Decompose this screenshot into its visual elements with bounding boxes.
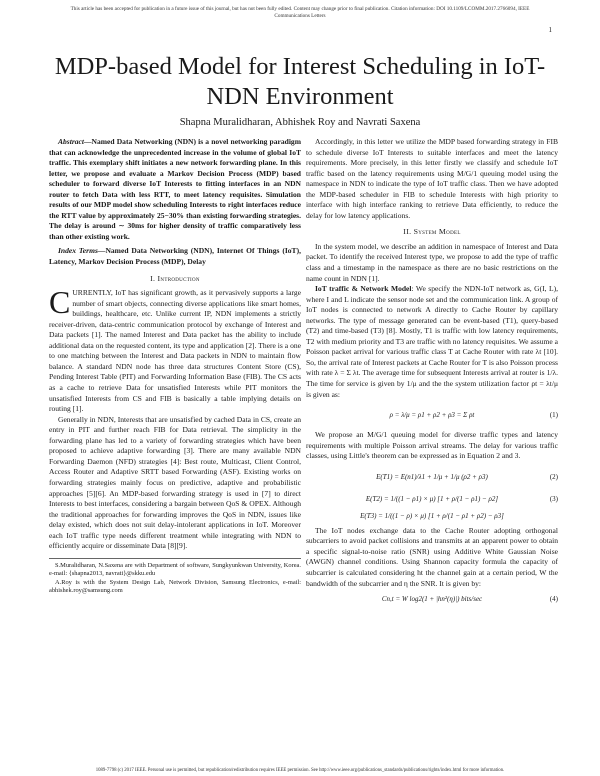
body-paragraph-4: We propose an M/G/1 queuing model for diverse traffic types and latency requirements with multiple Poisson arrival streams. The delay for various traffic classes, using Little's theorem can be expressed as in Equation 2 and 3. bbox=[306, 430, 558, 461]
equation-4: Cn,t = W log2(1 + |hn²(η)|) bits/sec (4) bbox=[381, 595, 558, 604]
right-column bbox=[306, 137, 558, 609]
intro-paragraph-1: CURRENTLY, IoT has significant growth, as it pervasively supports a large number of smart objects, connecting diverse applications like smart homes, buildings, healthcare, etc. Unlike current IP, NDN implements a strictly receiver-driven, data-centric communication protocol by exchange of Interest and Data packets [1]. The named Interest and Data packet has the ability to include additional data on the requested content, its type and application [2]. There is a one to one matching between the Interest and Data packets in NDN to maintain flow balance. A standard NDN node has three data structures Content Store (CS), Pending Interest Table (PIT) and Forwarding Information Base (FIB). The CS acts as a cache to retrieve Data for unsatisfied Interests while PIT monitors the unsatisfied Interests from CS and FIB is basically a table implying details on routing [1]. bbox=[49, 284, 301, 414]
body-paragraph-1: Accordingly, in this letter we utilize the MDP based forwarding strategy in FIB to schedule diverse IoT Interests to suitable interfaces and meet the latency requirements. More precisely, in this letter firstly we classify and schedule IoT traffic based on the latency requirements using M/G/1 queuing model using the namespace in NDN to indicate the type of IoT traffic class. Then we have adopted the MDP-based scheduler in FIB to schedule Interests with high priority to interface with high interface ranking to retrieve Data efficiently, to reduce the delay for low latency applications. bbox=[306, 137, 558, 220]
body-paragraph-3: IoT traffic & Network Model: We specify the NDN-IoT network as, G(I, L), where I and L indicate the sensor node set and the communication link. A group of IoT nodes is connected to network A directly to Cache Router by capillary networks. The type of message generated can be event-based (T1), query-based (T2) and time-based (T3) [8]. Mostly, T1 is traffic with low latency requirements, T2 with medium priority and T3 are traffic with no latency requisites. We assume a Poisson packet arrival for various traffic class T at Cache Router with rate λt [10]. So, the arrival rate of Interest packets at Cache Router for T is also Poisson process with rate λ = Σ λt. The average time for subsequent Interests arrival at router is 1/λ. The time for service is given by 1/μ and the the system utilization factor ρt = λt/μ is given as: bbox=[306, 284, 558, 399]
drop-cap: C bbox=[49, 284, 71, 321]
equation-1: ρ = λ/μ = ρ1 + ρ2 + ρ3 = Σ ρt (1) bbox=[389, 411, 558, 420]
copyright-notice: 1089-7798 (c) 2017 IEEE. Personal use is permitted, but republication/redistribution requires IEEE permission. See http://www.ieee.org/publications_standards/publications/rights/index.html for more information. bbox=[95, 768, 505, 773]
paper-authors: Shapna Muralidharan, Abhishek Roy and Navrati Saxena bbox=[179, 117, 421, 128]
footnote-1: S.Muralidharan, N.Saxena are with Department of software, Sungkyunkwan University, Korea. e-mail: {shapna2013, navrati}@skku.edu bbox=[49, 561, 301, 578]
equation-3: E(T2) = 1/((1 − ρ1) × μ) [1 + ρ/(1 − ρ1) − ρ2] (3) E(T3) = 1/((1 − ρ) × μ) [1 + ρ/(1 − ρ1 + ρ2) − ρ3] bbox=[360, 494, 558, 520]
index-terms: Index Terms—Named Data Networking (NDN), Internet Of Things (IoT), Latency, Markov Decision Process (MDP), Delay bbox=[49, 246, 301, 267]
section-heading-introduction: I. Introduction bbox=[150, 273, 200, 283]
paper-title: MDP-based Model for Interest Scheduling in IoT-NDN Environment bbox=[54, 53, 546, 110]
paragraph-run-in-head: IoT traffic & Network Model bbox=[315, 284, 412, 294]
footnote-2: A.Roy is with the System Design Lab, Network Division, Samsung Electronics, e-mail: abhishek.roy@samsung.com bbox=[49, 578, 301, 594]
publication-notice: This article has been accepted for publication in a future issue of this journal, but has not been fully edited. Content may change prior to final publication. Citation information: DOI 10.1109/LCOMM.2017.2766094, IEEE Communications Letters bbox=[70, 6, 530, 19]
body-paragraph-2: In the system model, we describe an addition in namespace of Interest and Data packet. To identify the received Interest type, we propose to add the type of traffic class and a timestamp in the namespace as there are no basic restrictions on the name count in NDN [1]. bbox=[306, 241, 558, 283]
left-column bbox=[49, 137, 301, 595]
equation-2: E(T1) = E(n1)/λ1 + 1/μ + 1/μ (ρ2 + ρ3) (2) bbox=[376, 472, 558, 481]
author-footnotes bbox=[49, 558, 301, 596]
body-paragraph-5: The IoT nodes exchange data to the Cache Router adopting orthogonal subcarriers to avoid packet collisions and transmits at an apparent power to obtain a specific signal-to-noise ratio (SNR) using Additive White Gaussian Noise (AWGN) channel conditions. Using Shannon capacity formula the capacity of subcarrier is calculated considering ht the channel gain at a certain period, W the bandwidth of the subcarrier and η the SNR. It is given by: bbox=[306, 525, 558, 588]
abstract: Abstract—Named Data Networking (NDN) is a novel networking paradigm that can acknowledge the unprecedented increase in the volume of global IoT traffic. This exemplary shift initiates a new network forwarding plane. In this letter, we propose and evaluate a Markov Decision Process (MDP) based scheduler to forward diverse IoT Interests to fitting interfaces in an NDN router to fetch Data with less RTT, to meet latency requisites. Simulation results of our MDP model show scheduling Interests to right interfaces reduce the RTT value by approximately 25−30% than existing forwarding strategies. The delay is around ∼ 30ms for higher density of traffic comparatively less than other existing work. bbox=[49, 137, 301, 241]
page-number: 1 bbox=[548, 26, 552, 34]
section-heading-system-model: II. System Model bbox=[403, 227, 461, 237]
intro-paragraph-2: Generally in NDN, Interests that are unsatisfied by cached Data in CS, create an entry in PIT and further reach FIB for Data retrieval. The simplicity in the forwarding plane has led to a variety of forwarding strategies which have been proposed to achieve adaptive forwarding [3]. There are many available NDN Forwarding Daemon (NFD) strategies [4]: Best route, Multicast, Client Control, Access Router and Adaptive SRTT based Forwarding (ASF). Existing works on forwarding strategies mainly focus on predictive, adaptive and probabilistic approaches [5][6]. An MDP-based forwarding strategy is used in [7] to direct Interests to best interfaces, considering a bargain between QoS & OPEX. Although the traditional approaches for forwarding improves the QoS in NDN, issues like delay existed, which does not suit delay-intolerant applications in IoT. Moreover each IoT traffic type needs different treatment while integrating with NDN to efficiently acquire or disseminate Data [8][9]. bbox=[49, 414, 301, 551]
